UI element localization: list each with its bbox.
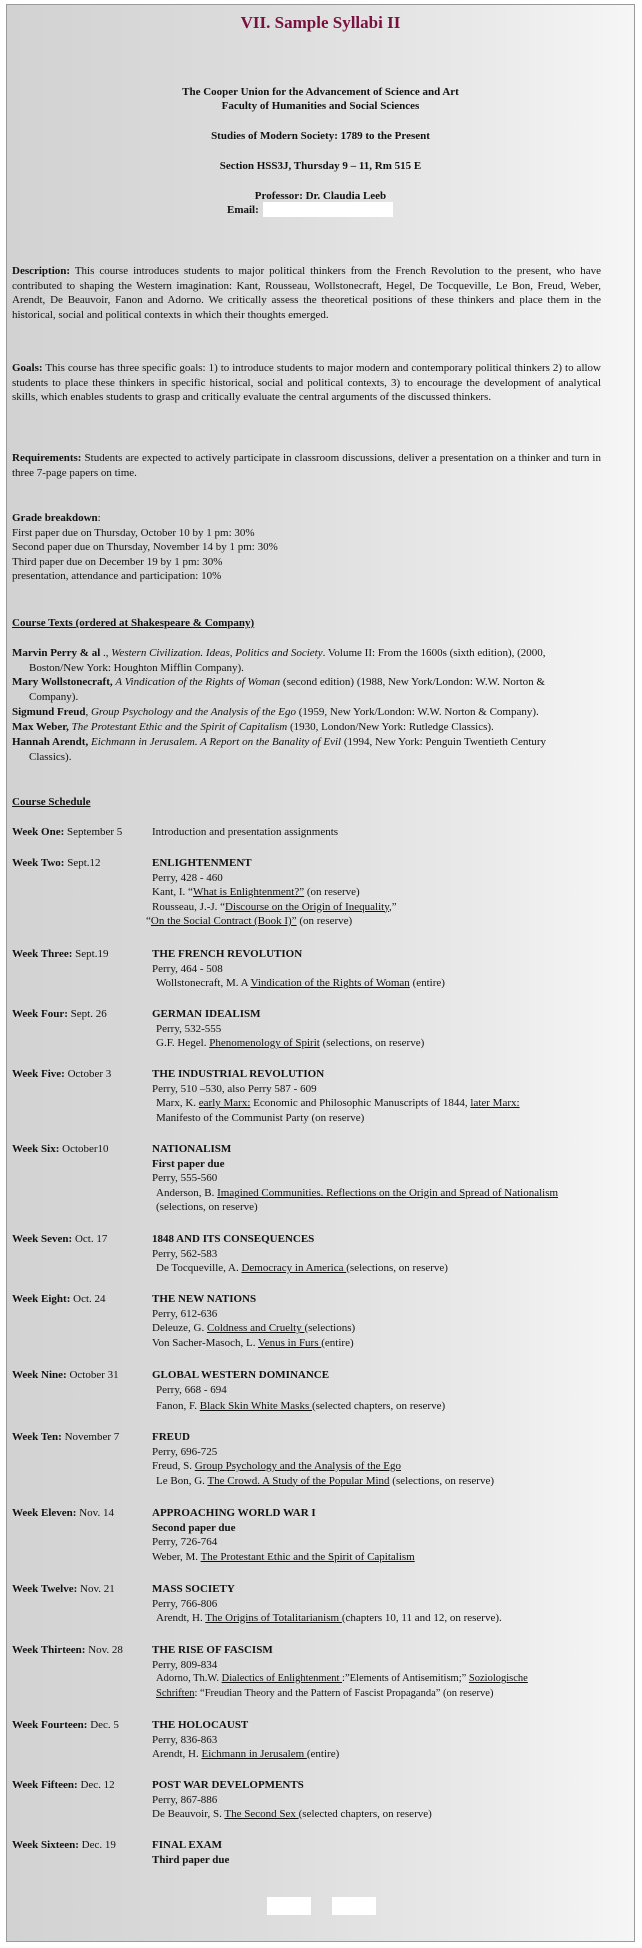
syllabus-page (6, 4, 635, 1942)
week-reading: Rousseau, J.-J. “Discourse on the Origin of Inequality,” (152, 900, 397, 913)
week-label: Week Five: October 3 (12, 1068, 112, 1080)
week-content (152, 1368, 602, 1414)
grade-colon: : (97, 512, 101, 524)
week-reading: Perry, 867-886 (152, 1793, 218, 1806)
week-content (152, 1430, 602, 1488)
section-info: Section HSS3J, Thursday 9 – 11, Rm 515 E (219, 160, 422, 172)
week-line: Introduction and presentation assignments (152, 826, 339, 838)
week-topic: FREUD (152, 1431, 190, 1443)
institution-name: The Cooper Union for the Advancement of Science and Art (182, 86, 459, 98)
week-label: Week Fourteen: Dec. 5 (12, 1719, 119, 1731)
week-reading: Fanon, F. Black Skin White Masks (selected chapters, on reserve) (156, 1400, 446, 1412)
paper-due: First paper due (152, 1157, 225, 1170)
goals-label: Goals: (12, 362, 43, 374)
grade-label: Grade breakdown (12, 512, 98, 524)
description-label: Description: (12, 265, 71, 277)
course-texts-heading: Course Texts (ordered at Shakespeare & Company) (12, 617, 255, 629)
week-reading: Perry, 555-560 (152, 1172, 218, 1184)
week-reading: Anderson, B. Imagined Communities. Reflections on the Origin and Spread of Nationalism (156, 1186, 559, 1199)
week-content (152, 1778, 602, 1822)
week-topic: THE NEW NATIONS (152, 1293, 257, 1305)
text-reference: Marvin Perry & al ., Western Civilization. Ideas, Politics and Society. Volume II: From the 1600s (sixth edition), (2000, Boston/New York: Houghton Mifflin Company). (12, 647, 546, 674)
text-reference: Max Weber, The Protestant Ethic and the Spirit of Capitalism (1930, London/New York: Rutledge Classics). (12, 721, 494, 733)
week-label: Week Twelve: Nov. 21 (12, 1583, 115, 1595)
week-reading: Perry, 696-725 (152, 1445, 218, 1458)
email-field (263, 202, 393, 217)
week-content (152, 1007, 602, 1051)
ref-author: Mary Wollstonecraft, (12, 676, 113, 688)
week-label: Week One: September 5 (12, 826, 123, 838)
week-reading: Marx, K. early Marx: Economic and Philosophic Manuscripts of 1844, later Marx: (156, 1097, 520, 1109)
text-reference: Hannah Arendt, Eichmann in Jerusalem. A Report on the Banality of Evil (1994, New York: Penguin Twentieth Century Classics). (12, 736, 547, 763)
ref-title: Eichmann in Jerusalem. A Report on the Banality of Evil (90, 736, 342, 748)
week-topic: THE FRENCH REVOLUTION (152, 948, 303, 960)
week-label: Week Ten: November 7 (12, 1431, 120, 1443)
week-topic: THE HOLOCAUST (152, 1719, 249, 1731)
text-reference: Mary Wollstonecraft, A Vindication of the Rights of Woman (second edition) (1988, New York/London: W.W. Norton & Company). (12, 676, 545, 703)
week-reading: Weber, M. The Protestant Ethic and the Spirit of Capitalism (152, 1550, 415, 1563)
week-label: Week Two: Sept.12 (12, 857, 101, 869)
week-reading: Perry, 668 - 694 (156, 1383, 227, 1396)
description-text: This course introduces students to major political thinkers from the French Revolution to the present, who have contributed to shaping the Western imagination: Kant, Rousseau, Wollstonecraft, Hegel, De Tocqueville, Le Bon, Freud, Weber, Arendt, De Beauvoir, Fanon and Adorno. We critically assess the theoretical positions of these thinkers and place them in the historical, social and political contexts in which their thoughts emerged. (12, 265, 601, 321)
requirements-label: Requirements: (12, 452, 82, 464)
week-label: Week Seven: Oct. 17 (12, 1233, 108, 1245)
week-topic: GLOBAL WESTERN DOMINANCE (152, 1369, 330, 1381)
week-content (152, 1142, 602, 1215)
week-content (152, 825, 602, 840)
week-content (152, 1067, 602, 1125)
week-reading: Le Bon, G. The Crowd. A Study of the Popular Mind (selections, on reserve) (156, 1474, 495, 1487)
week-content (152, 947, 602, 991)
description-paragraph (12, 264, 601, 322)
ref-author: Sigmund Freud (12, 706, 86, 718)
week-reading: Arendt, H. Eichmann in Jerusalem (entire) (152, 1748, 340, 1760)
requirements-text: Students are expected to actively participate in classroom discussions, deliver a presentation on a thinker and turn in three 7-page papers on time. (12, 452, 601, 479)
week-label: Week Three: Sept.19 (12, 948, 109, 960)
week-reading: “On the Social Contract (Book I)” (on reserve) (146, 915, 353, 927)
week-topic: FINAL EXAM (152, 1839, 222, 1851)
week-reading: Wollstonecraft, M. A Vindication of the Rights of Woman (entire) (156, 977, 445, 989)
week-reading: (selections, on reserve) (156, 1201, 258, 1213)
week-topic: THE INDUSTRIAL REVOLUTION (152, 1068, 325, 1080)
grade-line: presentation, attendance and participation: 10% (12, 570, 222, 582)
week-reading: Perry, 836-863 (152, 1733, 218, 1746)
week-reading: De Tocqueville, A. Democracy in America (selections, on reserve) (156, 1262, 448, 1274)
grade-breakdown (12, 511, 601, 584)
week-topic: THE RISE OF FASCISM (152, 1644, 273, 1656)
week-reading: Von Sacher-Masoch, L. Venus in Furs (entire) (152, 1336, 354, 1349)
ref-author: Max Weber, (12, 721, 69, 733)
week-topic: GERMAN IDEALISM (152, 1008, 261, 1020)
faculty-name: Faculty of Humanities and Social Sciences (221, 100, 420, 112)
week-content (152, 1582, 602, 1626)
requirements-paragraph (12, 451, 601, 480)
week-label: Week Six: October10 (12, 1143, 109, 1155)
ref-title: A Vindication of the Rights of Woman (115, 676, 281, 688)
week-content (152, 1232, 602, 1276)
week-label: Week Nine: October 31 (12, 1369, 119, 1381)
week-reading: Perry, 726-764 (152, 1536, 218, 1548)
nav-next-button[interactable] (332, 1897, 376, 1915)
week-topic: 1848 AND ITS CONSEQUENCES (152, 1233, 315, 1245)
week-reading: Manifesto of the Communist Party (on reserve) (156, 1111, 365, 1124)
goals-paragraph (12, 361, 601, 405)
week-reading: Perry, 766-806 (152, 1597, 218, 1610)
week-label: Week Four: Sept. 26 (12, 1008, 107, 1020)
week-reading: Perry, 464 - 508 (152, 962, 223, 975)
week-reading: Perry, 809-834 (152, 1658, 218, 1671)
paper-due: Second paper due (152, 1521, 236, 1534)
week-label: Week Sixteen: Dec. 19 (12, 1839, 116, 1851)
nav-back-button[interactable] (267, 1897, 311, 1915)
grade-line: First paper due on Thursday, October 10 by 1 pm: 30% (12, 526, 255, 539)
week-label: Week Thirteen: Nov. 28 (12, 1644, 123, 1656)
page-title: VII. Sample Syllabi II (240, 13, 401, 32)
week-label: Week Eight: Oct. 24 (12, 1293, 106, 1305)
week-reading: Arendt, H. The Origins of Totalitarianism (chapters 10, 11 and 12, on reserve). (156, 1612, 502, 1624)
ref-title: Group Psychology and the Analysis of the Ego (90, 706, 296, 718)
paper-due: Third paper due (152, 1853, 230, 1866)
course-schedule-heading: Course Schedule (12, 796, 91, 808)
professor-name: Professor: Dr. Claudia Leeb (254, 190, 387, 202)
week-reading: G.F. Hegel. Phenomenology of Spirit (selections, on reserve) (156, 1037, 425, 1049)
goals-text: This course has three specific goals: 1) to introduce students to major modern and contemporary political thinkers 2) to allow students to place these thinkers in specific historical, social and political contexts, 3) to encourage the development of analytical skills, which enables students to grasp and critically evaluate the central arguments of the discussed thinkers. (12, 362, 601, 403)
week-content (152, 1718, 602, 1762)
week-reading: De Beauvoir, S. The Second Sex (selected chapters, on reserve) (152, 1808, 432, 1820)
week-label: Week Eleven: Nov. 14 (12, 1507, 114, 1519)
week-topic: APPROACHING WORLD WAR I (152, 1507, 316, 1519)
week-topic: ENLIGHTENMENT (152, 857, 252, 869)
week-reading: Perry, 532-555 (156, 1022, 222, 1035)
week-content (152, 1643, 602, 1701)
week-content (152, 1292, 602, 1350)
week-content (152, 1838, 602, 1867)
ref-title: Western Civilization. Ideas, Politics and Society (111, 647, 323, 659)
week-label: Week Fifteen: Dec. 12 (12, 1779, 115, 1791)
week-reading: Perry, 562-583 (152, 1247, 218, 1260)
grade-line: Third paper due on December 19 by 1 pm: 30% (12, 555, 223, 568)
week-topic: NATIONALISM (152, 1143, 232, 1155)
week-topic: MASS SOCIETY (152, 1583, 235, 1595)
email-label: Email: (227, 204, 259, 216)
course-title: Studies of Modern Society: 1789 to the Present (211, 130, 430, 142)
ref-author: Hannah Arendt, (12, 736, 89, 748)
week-content (152, 1506, 602, 1564)
week-reading: Perry, 428 - 460 (152, 871, 223, 884)
week-topic: POST WAR DEVELOPMENTS (152, 1779, 304, 1791)
week-reading: Freud, S. Group Psychology and the Analysis of the Ego (152, 1460, 402, 1472)
grade-line: Second paper due on Thursday, November 14 by 1 pm: 30% (12, 541, 278, 553)
text-reference: Sigmund Freud, Group Psychology and the Analysis of the Ego (1959, New York/London: W.W. Norton & Company). (12, 706, 539, 718)
week-reading: Adorno, Th.W. Dialectics of Enlightenment :”Elements of Antisemitism;” Soziologische (156, 1673, 528, 1684)
week-reading: Perry, 612-636 (152, 1307, 218, 1320)
week-reading: Perry, 510 –530, also Perry 587 - 609 (152, 1082, 317, 1095)
week-reading: Schriften: “Freudian Theory and the Pattern of Fascist Propaganda” (on reserve) (156, 1687, 494, 1699)
week-content (146, 856, 602, 929)
week-reading: Deleuze, G. Coldness and Cruelty (selections) (152, 1322, 356, 1334)
ref-title: The Protestant Ethic and the Spirit of Capitalism (71, 721, 288, 733)
week-reading: Kant, I. “What is Enlightenment?” (on reserve) (152, 886, 360, 898)
ref-author: Marvin Perry & al (12, 647, 104, 659)
